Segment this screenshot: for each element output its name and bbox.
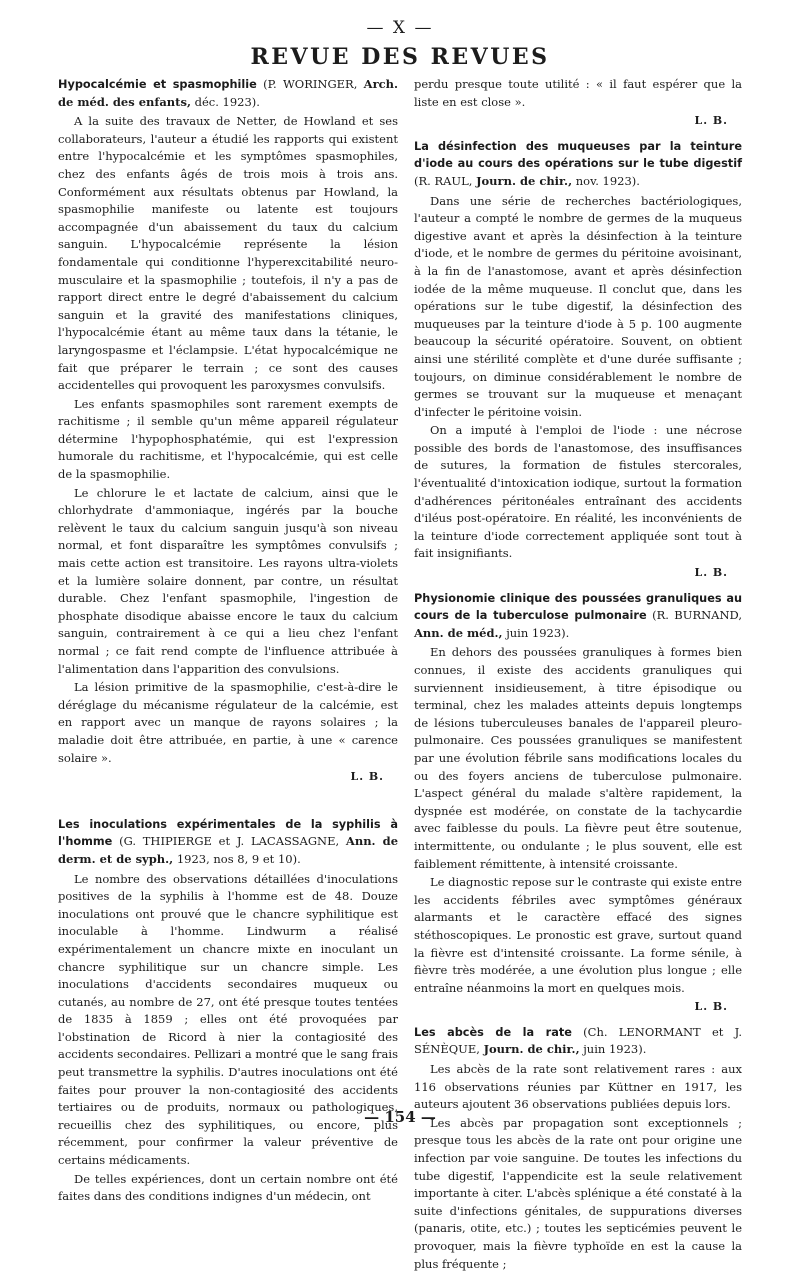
article-abces-rate — [414, 1024, 742, 1273]
article-title: Physionomie clinique des poussées granuliques au cours de la tuberculose pulmonaire — [414, 591, 742, 623]
article-hypocalcemie — [58, 76, 398, 786]
article-journal: Ann. de méd., — [414, 625, 503, 640]
article-date: déc. 1923). — [194, 94, 260, 109]
article-date: juin 1923). — [583, 1042, 647, 1057]
article-granuliques — [414, 590, 742, 1016]
article-paragraph: Le chlorure le et lactate de calcium, ainsi que le chlorhydrate d'ammoniaque, ingérés par la bouche relèvent le taux du calcium sanguin jusqu'à son niveau normal, et font disparaître les symptômes convulsifs ; mais cette action est transitoire. Les rayons ultra-violets et la lumière solaire donnent, par contre, un résultat durable. Chez l'enfant spasmophile, l'ingestion de phosphate disodique abaisse encore le taux du calcium sanguin, contrairement à ce qui a lieu chez l'enfant normal ; ce fait rend compte de l'influence attribuée à l'alimentation dans l'apparition des convulsions. — [58, 485, 398, 676]
article-date: juin 1923). — [506, 625, 570, 640]
article-paragraph: Les enfants spasmophiles sont rarement exempts de rachitisme ; il semble qu'un même appareil régulateur détermine l'hypophosphatémie, qui est l'expression humorale du rachitisme, et l'hypocalcémie, qui est celle de la spasmophilie. — [58, 396, 398, 482]
article-signature: L. B. — [694, 114, 728, 128]
article-signature: L. B. — [694, 1000, 728, 1014]
article-paragraph: Les abcès de la rate sont relativement rares : aux 116 observations réunies par Küttner en 1917, les auteurs ajoutent 36 observations publiées depuis lors. — [414, 1062, 742, 1112]
article-paragraph: La lésion primitive de la spasmophilie, c'est-à-dire le déréglage du mécanisme régulateur de la calcémie, est en rapport avec un manque de rayons solaires ; la maladie doit être attribuée, en partie, à une « carence solaire ». — [58, 680, 398, 765]
left-column — [58, 76, 399, 1204]
right-column — [414, 76, 742, 1271]
article-journal: Arch. de méd. des enfants, — [58, 77, 399, 109]
article-paragraph: En dehors des poussées granuliques à formes bien connues, il existe des accidents granuliques qui surviennent insidieusement, à titre épisodique ou terminal, chez les malades atteints depuis longtemps de lésions tuberculeuses banales de l'appareil pleuro-pulmonaire. Ces poussées granuliques se manifestent par une évolution fébrile sans modifications locales du ou des foyers anciens de tuberculose pulmonaire. L'aspect général du malade s'altère rapidement, la dyspnée est modérée, on constate de la tachycardie avec faiblesse du pouls. La fièvre peut être soutenue, intermittente, ou ondulante ; le plus souvent, elle est faiblement rémittente, à intensité croissante. — [414, 645, 742, 871]
article-paragraph: Le diagnostic repose sur le contraste qui existe entre les accidents fébriles avec symptômes généraux alarmants et le caractère effacé des signes stéthoscopiques. Le pronostic est grave, surtout quand la fièvre est d'intensité croissante. La forme sénile, à fièvre très modérée, a une évolution plus longue ; elle entraîne néanmoins la mort en quelques mois. — [414, 875, 742, 995]
article-signature: L. B. — [350, 770, 384, 784]
article-paragraph: Dans une série de recherches bactériologiques, l'auteur a compté le nombre de germes de la muqueus digestive avant et après la désinfection à la teinture d'iode, et le nombre de germes du péritoine avoisinant, à la fin de l'anastomose, avant et après désinfection iodée de la même muqueuse. Il conclut que, dans les opérations sur le tube digestif, la désinfection des muqueuses par la teinture d'iode à 5 p. 100 augmente beaucoup la sécurité opératoire. Souvent, on obtient ainsi une stérilité complète et d'une durée suffisante ; toujours, on diminue considérablement le nombre de germes se trouvant sur la muqueuse et menaçant d'infecter le péritoine voisin. — [414, 193, 742, 419]
article-paragraph: De telles expériences, dont un certain nombre ont été faites dans des conditions indignes d'un médecin, ont — [58, 1171, 398, 1204]
article-heading — [414, 590, 742, 643]
article-author-ref: (P. WORINGER, — [263, 77, 358, 91]
section-mark: — X — — [366, 18, 434, 38]
article-heading — [414, 1024, 742, 1059]
page-header-title: REVUE DES REVUES — [250, 44, 550, 70]
article-title: Les inoculations expérimentales de la syphilis à l'homme — [58, 817, 398, 849]
article-author-ref: (G. THIPIERGE et J. LACASSAGNE, — [119, 834, 340, 849]
article-date: nov. 1923). — [575, 173, 640, 188]
article-desinfection — [414, 138, 742, 582]
article-title: Les abcès de la rate — [414, 1025, 572, 1039]
page-number: — 154 — — [364, 1108, 436, 1126]
article-title: Hypocalcémie et spasmophilie — [58, 78, 257, 91]
article-author-ref: (R. BURNAND, — [652, 608, 742, 623]
article-journal: Journ. de chir., — [476, 173, 573, 188]
article-paragraph: Les abcès par propagation sont exceptionnels ; presque tous les abcès de la rate ont pour origine une infection par voie sanguine. De toutes les infections du tube digestif, l'appendicite est la seule relativement importante à citer. L'abcès splénique a été constaté à la suite d'infections génitales, de suppurations diverses (panaris, otite, etc.) ; toutes les septicémies peuvent le provoquer, mais la fièvre typhoïde en est la cause la plus fréquente ; — [414, 1115, 742, 1271]
article-paragraph: A la suite des travaux de Netter, de Howland et ses collaborateurs, l'auteur a étudié les rapports qui existent entre l'hypocalcémie et les symptômes spasmophiles, chez des enfants âgés de trois mois à trois ans. Conformément aux résultats obtenus par Howland, la spasmophilie manifeste ou latente est toujours accompagnée d'un abaissement du taux du calcium sanguin. L'hypocalcémie représente la lésion fondamentale qui conditionne l'hyperexcitabilité neuro-musculaire et la spasmophilie ; toutefois, il n'y a pas de rapport direct entre le degré d'abaissement du calcium sanguin et la gravité des manifestations cliniques, l'hypocalcémie étant au même taux dans la tétanie, le laryngospasme et l'éclampsie. L'état hypocalcémique ne fait que préparer le terrain ; ce sont des causes accidentelles qui provoquent les paroxysmes convulsifs. — [58, 114, 398, 393]
article-journal: Journ. de chir., — [483, 1042, 580, 1057]
article-syphilis — [58, 816, 398, 1206]
article-heading — [58, 816, 398, 869]
article-heading — [414, 138, 742, 191]
article-signature: L. B. — [694, 566, 728, 580]
article-author-ref: (R. RAUL, — [414, 173, 473, 188]
article-author-ref: (Ch. LENORMANT et J. SÉNÈQUE, — [414, 1024, 742, 1057]
article-date: 1923, nos 8, 9 et 10). — [176, 851, 301, 866]
article-journal: Ann. de derm. et de syph., — [58, 834, 399, 866]
article-title: La désinfection des muqueuses par la teinture d'iode au cours des opérations sur le tube digestif — [414, 139, 742, 171]
article-heading — [58, 76, 398, 111]
article-continuation — [414, 76, 742, 130]
article-spacer — [58, 794, 398, 816]
article-paragraph: perdu presque toute utilité : « il faut espérer que la liste en est close ». — [414, 77, 742, 109]
article-paragraph: Le nombre des observations détaillées d'inoculations positives de la syphilis à l'homme est de 48. Douze inoculations ont prouvé que le chancre syphilitique est inoculable à l'homme. Lindwurm a réalisé expérimentalement un chancre mixte en inoculant un chancre syphilitique sur un chancre simple. Les inoculations d'accidents secondaires muqueux ou cutanés, au nombre de 27, ont été presque toutes tentées de 1835 à 1859 ; elles ont été provoquées par l'obstination de Ricord à nier la contagiosité des accidents secondaires. Pellizari a montré que le sang frais peut transmettre la syphilis. D'autres inoculations ont été faites pour prouver la non-contagiosité des accidents tertiaires ou de produits, normaux ou pathologiques, recueillis chez des syphilitiques, ou encore, plus récemment, pour confirmer la valeur préventive de certains médicaments. — [58, 871, 398, 1168]
article-paragraph: On a imputé à l'emploi de l'iode : une nécrose possible des bords de l'anastomose, des insuffisances de sutures, la formation de fistules stercorales, l'éventualité d'intoxication iodique, surtout la formation d'adhérences péritonéales entraînant des accidents d'iléus post-opératoire. En réalité, les inconvénients de la teinture d'iode correctement appliquée sont tout à fait insignifiants. — [414, 423, 742, 561]
